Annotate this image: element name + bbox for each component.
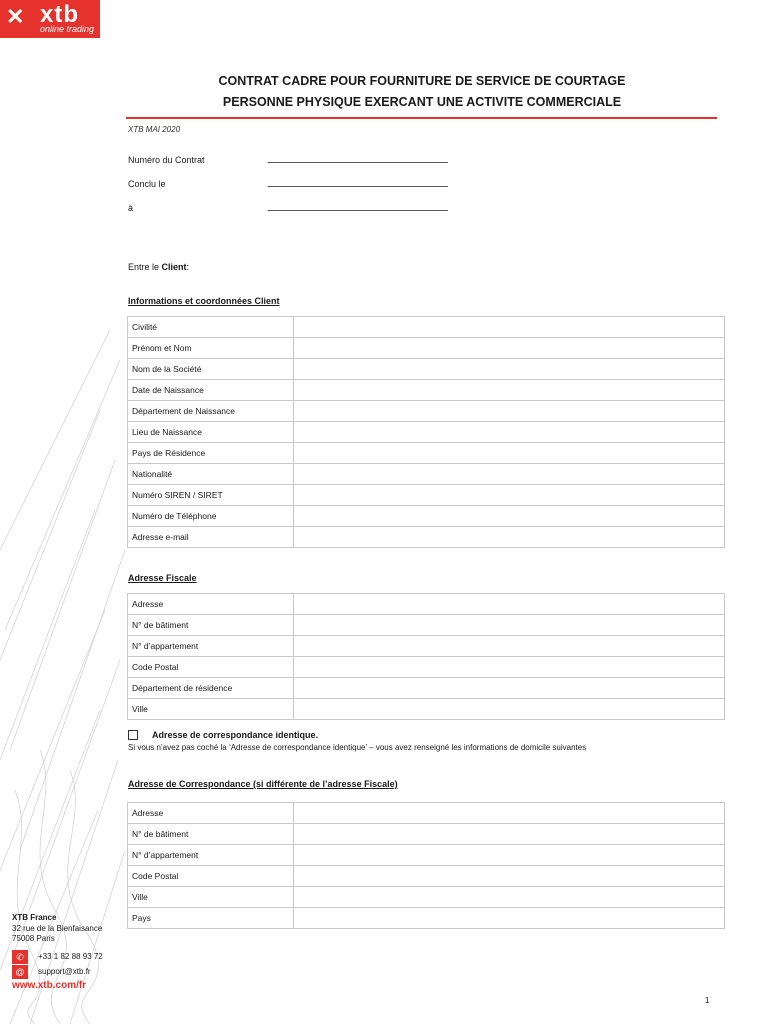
table-row [128,359,725,380]
table-row [128,594,725,615]
corr-batiment-field[interactable] [293,824,724,845]
row-label-nationalite: Nationalité [128,464,294,485]
at-icon: @ [12,965,28,979]
corr-pays-field[interactable] [293,908,724,929]
footer-phone: +33 1 82 88 93 72 [38,952,103,961]
civilite-field[interactable] [293,317,724,338]
table-row [128,615,725,636]
table-row [128,887,725,908]
concluded-date-label: Conclu le [128,179,166,189]
row-label-adresse: Adresse [128,594,294,615]
table-row [128,506,725,527]
telephone-field[interactable] [293,506,724,527]
page-number: 1 [705,996,710,1005]
same-address-note: Si vous n’avez pas coché la ‘Adresse de correspondance identique’ – vous avez renseigné les informations de domicile suivantes [128,743,587,752]
table-row [128,657,725,678]
table-row [128,824,725,845]
row-label-civilite: Civilité [128,317,294,338]
fiscal-adresse-field[interactable] [293,594,724,615]
table-row [128,380,725,401]
corr-adresse-field[interactable] [293,803,724,824]
footer-email[interactable]: support@xtb.fr [38,967,91,976]
contract-number-label: Numéro du Contrat [128,155,205,165]
intro-suffix: : [186,262,190,272]
correspondence-address-heading: Adresse de Correspondance (si différente de l’adresse Fiscale) [128,779,398,789]
table-row [128,866,725,887]
concluded-place-label: à [128,203,134,213]
fiscal-address-heading: Adresse Fiscale [128,573,197,583]
footer-company: XTB France [12,913,57,922]
row-label-adresse: Adresse [128,803,294,824]
nationalite-field[interactable] [293,464,724,485]
table-row [128,678,725,699]
table-row [128,908,725,929]
row-label-telephone: Numéro de Téléphone [128,506,294,527]
row-label-date-naissance: Date de Naissance [128,380,294,401]
table-row [128,485,725,506]
document-title-line1: CONTRAT CADRE POUR FOURNITURE DE SERVICE DE COURTAGE [218,74,626,88]
same-address-checkbox[interactable] [128,730,138,740]
row-label-code-postal: Code Postal [128,866,294,887]
same-address-label: Adresse de correspondance identique. [152,730,319,740]
row-label-ville: Ville [128,699,294,720]
row-label-pays: Pays [128,908,294,929]
table-row [128,845,725,866]
intro-prefix: Entre le [128,262,162,272]
document-version: XTB MAI 2020 [128,125,181,134]
phone-icon: ✆ [12,950,28,964]
row-label-ville: Ville [128,887,294,908]
footer-website-link[interactable]: www.xtb.com/fr [12,980,87,991]
table-row [128,803,725,824]
table-row [128,527,725,548]
parties-intro [128,262,189,272]
fiscal-appartement-field[interactable] [293,636,724,657]
row-label-societe: Nom de la Société [128,359,294,380]
row-label-batiment: N° de bâtiment [128,824,294,845]
row-label-pays-residence: Pays de Résidence [128,443,294,464]
intro-client: Client [161,262,187,272]
table-row [128,443,725,464]
row-label-batiment: N° de bâtiment [128,615,294,636]
corr-appartement-field[interactable] [293,845,724,866]
corr-ville-field[interactable] [293,887,724,908]
correspondence-address-table [127,802,725,929]
contract-number-field[interactable] [268,162,448,163]
footer-city: 75008 Paris [12,934,55,943]
fiscal-ville-field[interactable] [293,699,724,720]
footer-address: 32 rue de la Bienfaisance [12,924,103,933]
xtb-logo [0,0,100,38]
row-label-prenom-nom: Prénom et Nom [128,338,294,359]
table-row [128,338,725,359]
concluded-date-field[interactable] [268,186,448,187]
lieu-naissance-field[interactable] [293,422,724,443]
row-label-code-postal: Code Postal [128,657,294,678]
pays-residence-field[interactable] [293,443,724,464]
table-row [128,317,725,338]
fiscal-batiment-field[interactable] [293,615,724,636]
table-row [128,699,725,720]
row-label-appartement: N° d’appartement [128,845,294,866]
title-divider [126,117,717,119]
fiscal-address-table [127,593,725,720]
email-field[interactable] [293,527,724,548]
client-info-heading: Informations et coordonnées Client [128,296,280,306]
row-label-email: Adresse e-mail [128,527,294,548]
table-row [128,422,725,443]
row-label-departement-residence: Département de résidence [128,678,294,699]
table-row [128,401,725,422]
siren-siret-field[interactable] [293,485,724,506]
client-info-table [127,316,725,548]
logo-tagline: online trading [40,24,95,34]
prenom-nom-field[interactable] [293,338,724,359]
fiscal-departement-field[interactable] [293,678,724,699]
xtb-mark-icon: ✕ [6,4,25,29]
table-row [128,636,725,657]
row-label-departement-naissance: Département de Naissance [128,401,294,422]
document-title-line2: PERSONNE PHYSIQUE EXERCANT UNE ACTIVITE COMMERCIALE [222,95,622,109]
table-row [128,464,725,485]
date-naissance-field[interactable] [293,380,724,401]
fiscal-code-postal-field[interactable] [293,657,724,678]
societe-field[interactable] [293,359,724,380]
logo-brand: xtb [40,1,79,28]
row-label-appartement: N° d’appartement [128,636,294,657]
corr-code-postal-field[interactable] [293,866,724,887]
row-label-siren-siret: Numéro SIREN / SIRET [128,485,294,506]
concluded-place-field[interactable] [268,210,448,211]
departement-naissance-field[interactable] [293,401,724,422]
row-label-lieu-naissance: Lieu de Naissance [128,422,294,443]
